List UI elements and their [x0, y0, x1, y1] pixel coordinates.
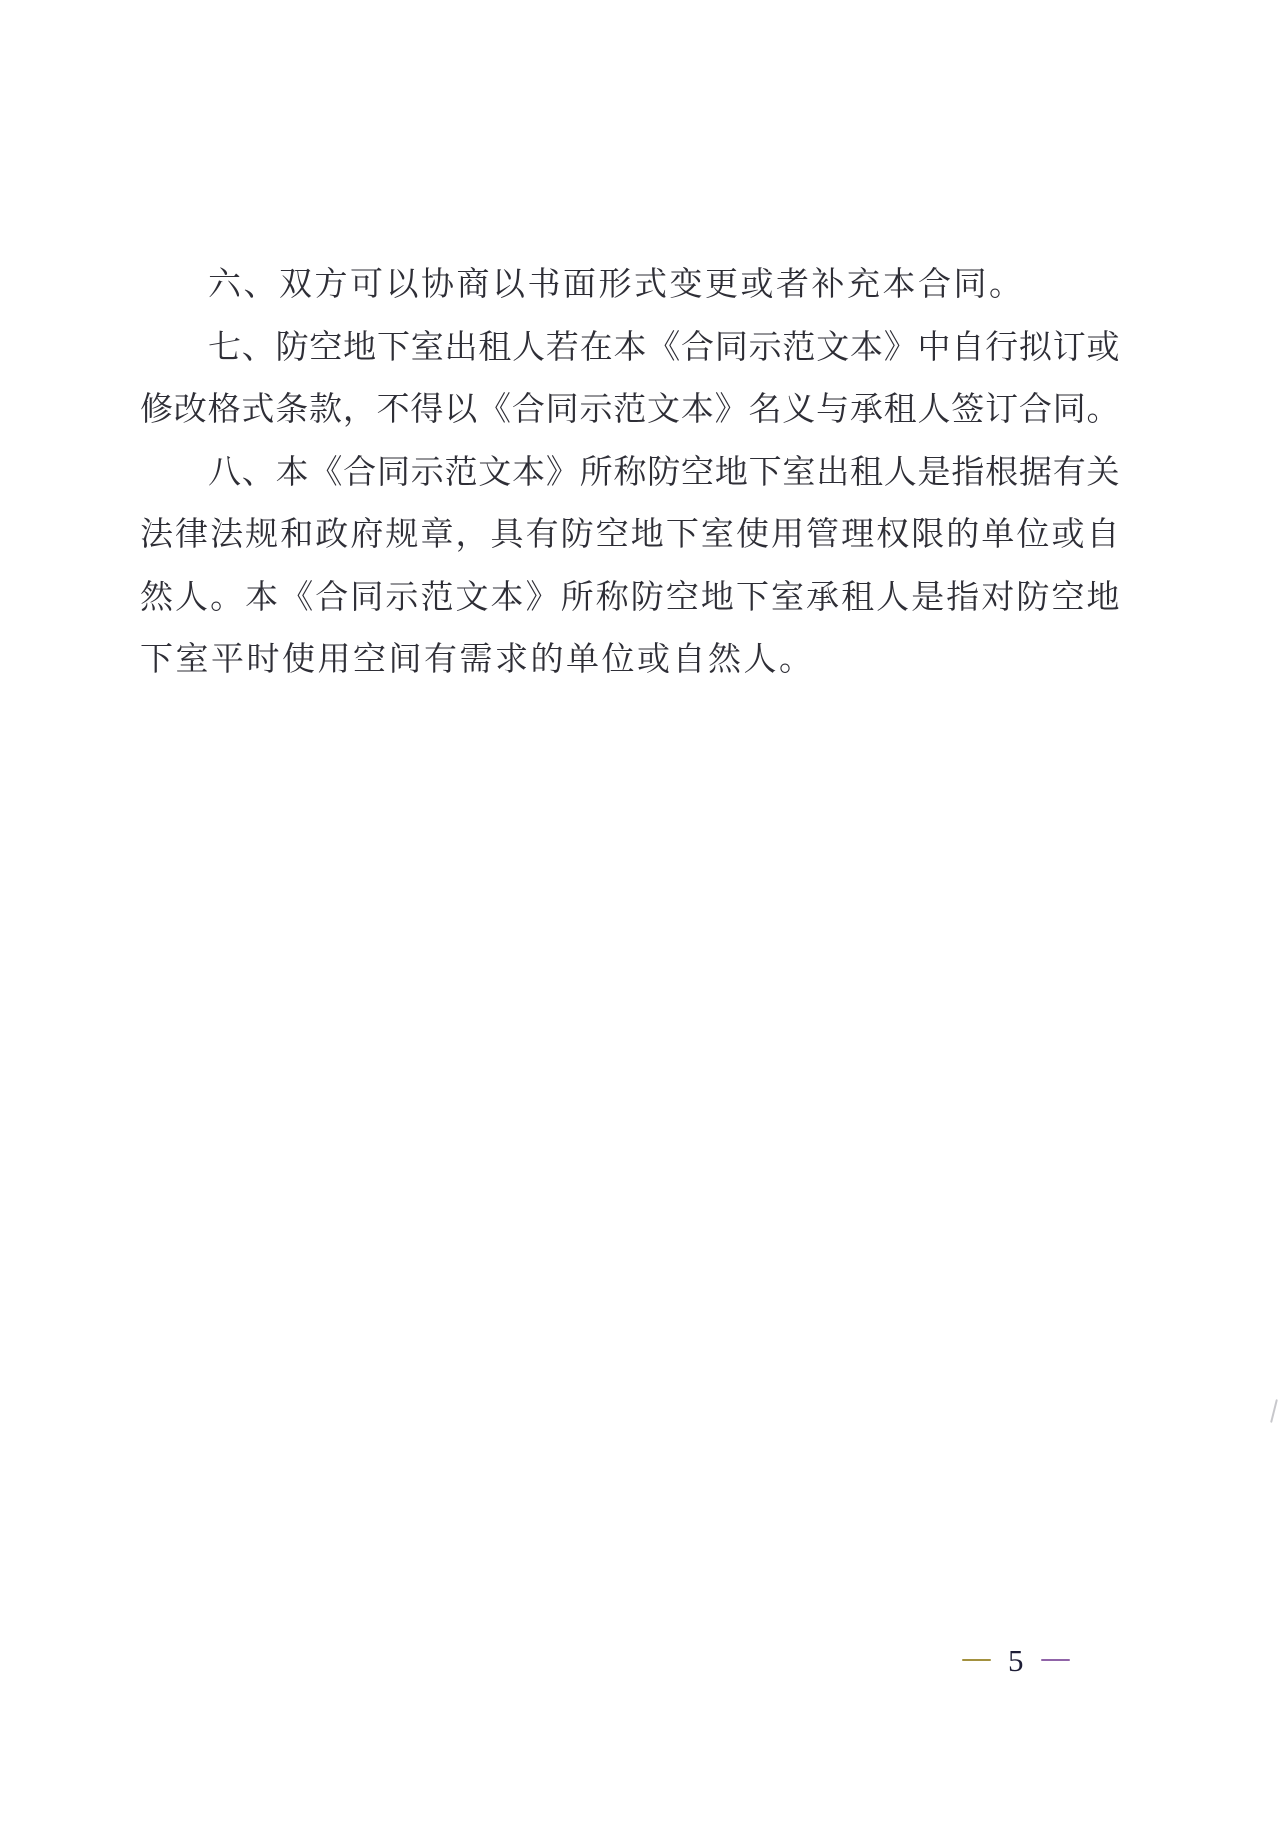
text-line: 修改格式条款，不得以《合同示范文本》名义与承租人签订合同。 [140, 392, 1120, 428]
footer-right-dash [1041, 1659, 1070, 1661]
text-line: 六、双方可以协商以书面形式变更或者补充本合同。 [208, 267, 1025, 303]
page-number: 5 [1008, 1642, 1024, 1678]
text-line: 然人。本《合同示范文本》所称防空地下室承租人是指对防空地 [140, 579, 1120, 616]
page-footer [962, 1640, 1070, 1680]
text-line: 八、本《合同示范文本》所称防空地下室出租人是指根据有关 [208, 454, 1120, 491]
text-line: 七、防空地下室出租人若在本《合同示范文本》中自行拟订或 [208, 329, 1120, 366]
document-body [140, 254, 1120, 692]
text-line: 法律法规和政府规章，具有防空地下室使用管理权限的单位或自 [140, 517, 1120, 553]
footer-left-dash [962, 1659, 991, 1661]
text-line: 下室平时使用空间有需求的单位或自然人。 [140, 642, 815, 678]
scan-artifact-mark [1270, 1399, 1278, 1423]
